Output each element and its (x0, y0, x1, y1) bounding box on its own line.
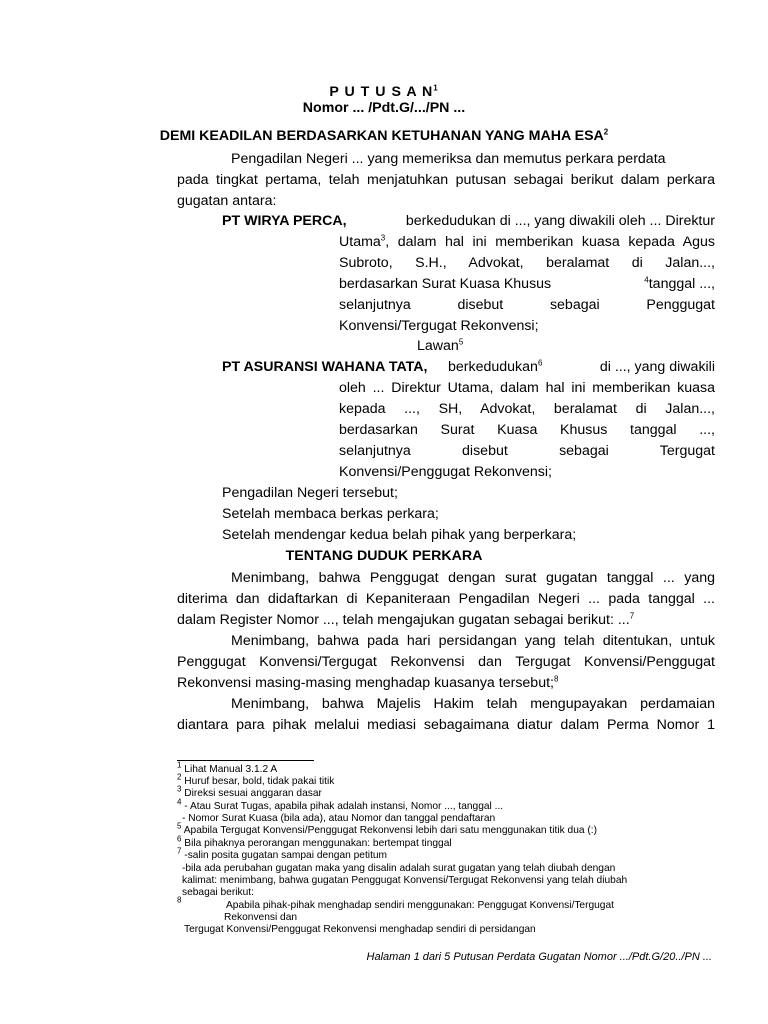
intro-line: pada tingkat pertama, telah menjatuhkan putusan sebagai berikut dalam perkara (177, 172, 715, 188)
paragraph-line: Rekonvensi masing-masing menghadap kuasanya tersebut;$^8$ (177, 674, 559, 691)
paragraph-line: Menimbang, bahwa Majelis Hakim telah mengupayakan perdamaian (231, 696, 715, 712)
party1-line: Konvensi/Tergugat Rekonvensi; (339, 318, 539, 334)
section-heading: TENTANG DUDUK PERKARA (285, 548, 483, 564)
footnote-8-cont: Rekonvensi dan (224, 912, 298, 923)
consideration-line: Pengadilan Negeri tersebut; (222, 485, 398, 501)
footnote-separator (177, 760, 314, 761)
party1-line: berkedudukan di ..., yang diwakili oleh ... Direktur (405, 213, 715, 229)
footnote-1: $^1$ Lihat Manual 3.1.2 A (177, 760, 278, 775)
party1-line: berdasarkan Surat Kuasa Khusus $^4$tanggal ..., (339, 275, 715, 292)
paragraph-line: dalam Register Nomor ..., telah mengajukan gugatan sebagai berikut: ...$^7$ (177, 611, 635, 628)
case-number: Nomor ... /Pdt.G/.../PN ... (302, 100, 466, 116)
paragraph-line: Penggugat Konvensi/Tergugat Rekonvensi dan Tergugat Konvensi/Penggugat (177, 654, 715, 670)
party2-name: PT ASURANSI WAHANA TATA, (222, 359, 428, 375)
consideration-line: Setelah membaca berkas perkara; (222, 506, 439, 522)
party1-name: PT WIRYA PERCA, (222, 213, 347, 229)
footnote-5: $^5$ Apabila Tergugat Konvensi/Penggugat Rekonvensi lebih dari satu menggunakan titik dua (:) (177, 821, 597, 836)
footnote-8-cont: Tergugat Konvensi/Penggugat Rekonvensi menghadap sendiri di persidangan (184, 924, 536, 935)
party2-line: berkedudukan$^6$ di ..., yang diwakili (448, 358, 715, 375)
intro-line: gugatan antara: (177, 193, 277, 209)
party2-line: selanjutnya disebut sebagai Tergugat (339, 443, 715, 459)
footnote-4-cont: - Nomor Surat Kuasa (bila ada), atau Nomor dan tanggal pendaftaran (182, 813, 496, 824)
party2-line: oleh ... Direktur Utama, dalam hal ini memberikan kuasa (339, 380, 715, 396)
footnote-7-cont: sebagai berikut: (182, 887, 254, 898)
footnote-6: $^6$ Bila pihaknya perorangan menggunakan: bertempat tinggal (177, 834, 452, 849)
footnote-8-number: 8 (177, 895, 182, 905)
document-title: P U T U S A $N^1$ (329, 83, 439, 100)
irah-irah-heading: DEMI KEADILAN BERDASARKAN KETUHANAN YANG MAHA ESA$^2$ (159, 127, 609, 144)
footnote-3: $^3$ Direksi sesuai anggaran dasar (177, 784, 322, 799)
lawan-label: Lawan$^5$ (417, 337, 464, 354)
paragraph-line: diterima dan didaftarkan di Kepaniteraan Pengadilan Negeri ... pada tanggal ... (177, 591, 715, 607)
paragraph-line: Menimbang, bahwa Penggugat dengan surat gugatan tanggal ... yang (231, 570, 715, 586)
paragraph-line: Menimbang, bahwa pada hari persidangan yang telah ditentukan, untuk (231, 633, 715, 649)
page-footer: Halaman 1 dari 5 Putusan Perdata Gugatan Nomor .../Pdt.G/20../PN ... (366, 951, 712, 963)
footnote-7-cont: kalimat: menimbang, bahwa gugatan Penggugat Konvensi/Tergugat Rekonvensi yang telah diubah (182, 875, 628, 886)
party2-line: Konvensi/Penggugat Rekonvensi; (339, 464, 552, 480)
consideration-line: Setelah mendengar kedua belah pihak yang berperkara; (222, 527, 577, 543)
footnote-2: $^2$ Huruf besar, bold, tidak pakai titik (177, 772, 335, 787)
party1-line: Utama$^3$, dalam hal ini memberikan kuasa kepada Agus (339, 233, 715, 250)
footnote-4: $^4$ - Atau Surat Tugas, apabila pihak adalah instansi, Nomor ..., tanggal ... (177, 797, 504, 812)
footnote-7: $^7$ -salin posita gugatan sampai dengan petitum (177, 846, 388, 861)
intro-line: Pengadilan Negeri ... yang memeriksa dan memutus perkara perdata (231, 151, 666, 167)
party2-line: berdasarkan Surat Kuasa Khusus tanggal ..., (339, 422, 715, 438)
paragraph-line: diantara para pihak melalui mediasi sebagaimana diatur dalam Perma Nomor 1 (177, 717, 715, 733)
party1-line: selanjutnya disebut sebagai Penggugat (339, 297, 715, 313)
party2-line: kepada ..., SH, Advokat, beralamat di Jalan..., (339, 401, 715, 417)
footnote-7-cont: -bila ada perubahan gugatan maka yang disalin adalah surat gugatan yang telah diubah dengan (182, 863, 616, 874)
footnote-8: Apabila pihak-pihak menghadap sendiri menggunakan: Penggugat Konvensi/Tergugat (226, 900, 614, 911)
party1-line: Subroto, S.H., Advokat, beralamat di Jalan..., (339, 255, 715, 271)
